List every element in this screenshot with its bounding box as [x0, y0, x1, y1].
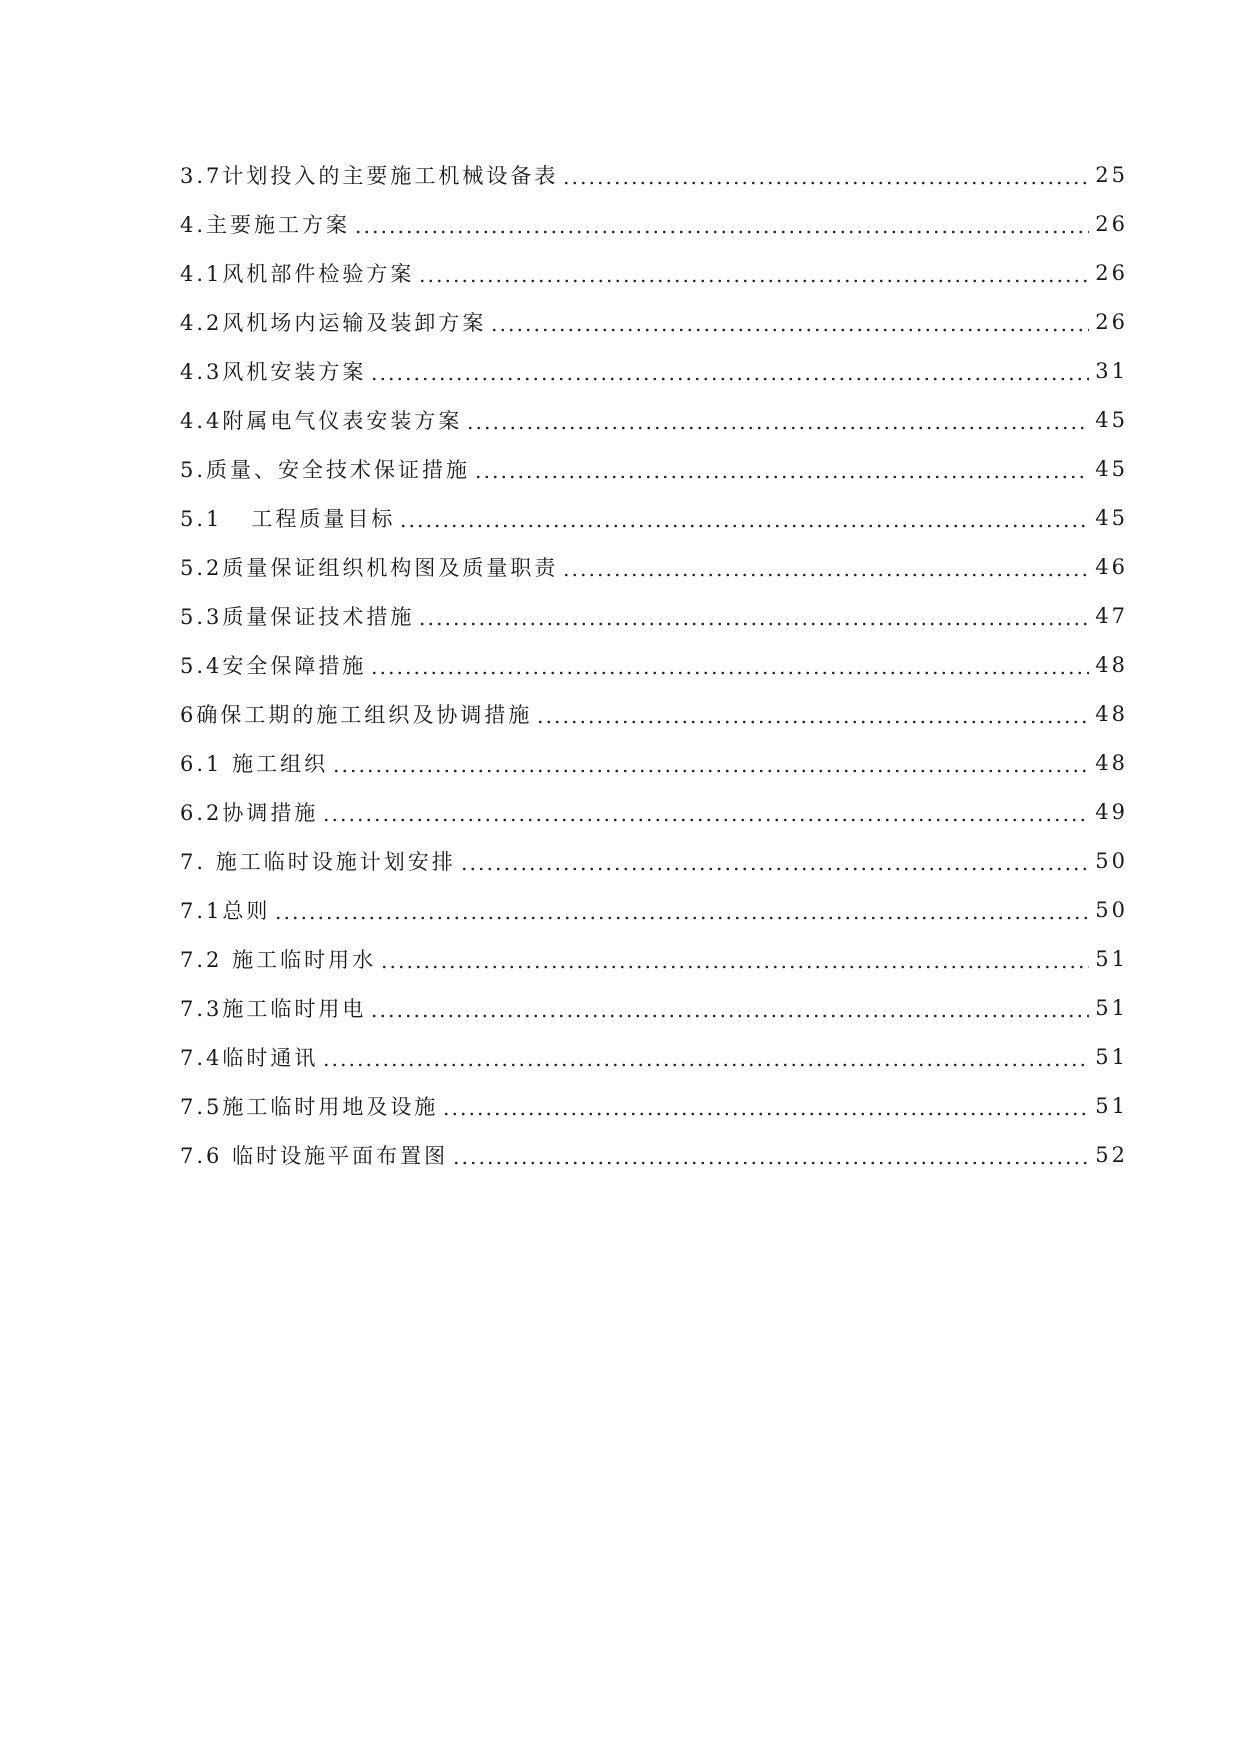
toc-entry — [180, 738, 1128, 787]
toc-entry-page-number: 45 — [1095, 456, 1128, 481]
toc-entry-title: 4.4附属电气仪表安装方案 — [180, 408, 463, 433]
toc-entry — [180, 787, 1128, 836]
toc-entry-page-number: 46 — [1095, 554, 1128, 579]
toc-entry-title: 5.质量、安全技术保证措施 — [180, 457, 471, 482]
toc-entry-title: 5.1 工程质量目标 — [180, 506, 396, 531]
toc-entry-page-number: 48 — [1095, 750, 1128, 775]
dot-leader — [490, 311, 1089, 333]
dot-leader — [370, 654, 1089, 676]
toc-entry-title: 4.主要施工方案 — [180, 212, 351, 237]
dot-leader — [332, 752, 1089, 774]
toc-entry-title: 4.1风机部件检验方案 — [180, 261, 415, 286]
table-of-contents — [180, 150, 1128, 1179]
dot-leader — [274, 899, 1089, 921]
toc-entry-page-number: 26 — [1095, 260, 1128, 285]
toc-entry-title: 3.7计划投入的主要施工机械设备表 — [180, 163, 559, 188]
toc-entry-title: 5.3质量保证技术措施 — [180, 604, 415, 629]
toc-entry — [180, 640, 1128, 689]
toc-entry-title: 6.2协调措施 — [180, 800, 319, 825]
dot-leader — [536, 703, 1089, 725]
dot-leader — [322, 1046, 1089, 1068]
toc-entry-page-number: 31 — [1095, 358, 1128, 383]
toc-entry-page-number: 47 — [1095, 603, 1128, 628]
toc-entry-title: 4.2风机场内运输及装卸方案 — [180, 310, 487, 335]
toc-entry-page-number: 48 — [1095, 652, 1128, 677]
toc-entry-page-number: 51 — [1095, 1093, 1128, 1118]
toc-entry-title: 7.6 临时设施平面布置图 — [180, 1143, 449, 1168]
toc-entry — [180, 248, 1128, 297]
toc-entry-page-number: 26 — [1095, 309, 1128, 334]
dot-leader — [460, 850, 1090, 872]
toc-entry — [180, 836, 1128, 885]
dot-leader — [399, 507, 1089, 529]
dot-leader — [562, 556, 1089, 578]
toc-entry — [180, 1130, 1128, 1179]
toc-entry — [180, 1032, 1128, 1081]
toc-entry-title: 7.2 施工临时用水 — [180, 947, 377, 972]
toc-entry-title: 7.4临时通讯 — [180, 1045, 319, 1070]
dot-leader — [474, 458, 1089, 480]
dot-leader — [452, 1144, 1089, 1166]
toc-entry-title: 7.3施工临时用电 — [180, 996, 367, 1021]
toc-entry — [180, 934, 1128, 983]
dot-leader — [370, 360, 1089, 382]
toc-entry-page-number: 49 — [1095, 799, 1128, 824]
toc-entry — [180, 689, 1128, 738]
dot-leader — [562, 164, 1089, 186]
toc-entry — [180, 591, 1128, 640]
dot-leader — [370, 997, 1089, 1019]
toc-entry — [180, 983, 1128, 1032]
toc-entry — [180, 150, 1128, 199]
toc-entry-page-number: 45 — [1095, 407, 1128, 432]
toc-entry-page-number: 51 — [1095, 1044, 1128, 1069]
dot-leader — [322, 801, 1089, 823]
toc-entry-title: 7. 施工临时设施计划安排 — [180, 849, 456, 874]
toc-entry-title: 5.2质量保证组织机构图及质量职责 — [180, 555, 559, 580]
toc-entry — [180, 297, 1128, 346]
toc-entry-title: 7.5施工临时用地及设施 — [180, 1094, 439, 1119]
toc-entry-page-number: 50 — [1095, 848, 1128, 873]
toc-entry — [180, 885, 1128, 934]
toc-entry-page-number: 51 — [1095, 995, 1128, 1020]
toc-entry — [180, 395, 1128, 444]
toc-entry — [180, 542, 1128, 591]
dot-leader — [380, 948, 1089, 970]
toc-entry-page-number: 51 — [1095, 946, 1128, 971]
toc-entry — [180, 199, 1128, 248]
toc-entry-page-number: 26 — [1095, 211, 1128, 236]
dot-leader — [418, 262, 1089, 284]
dot-leader — [418, 605, 1089, 627]
toc-entry — [180, 493, 1128, 542]
toc-entry — [180, 1081, 1128, 1130]
toc-entry-page-number: 48 — [1095, 701, 1128, 726]
dot-leader — [442, 1095, 1089, 1117]
dot-leader — [466, 409, 1089, 431]
dot-leader — [354, 213, 1089, 235]
toc-entry-page-number: 25 — [1095, 162, 1128, 187]
toc-entry-title: 6确保工期的施工组织及协调措施 — [180, 702, 533, 727]
toc-entry — [180, 444, 1128, 493]
toc-entry-page-number: 52 — [1095, 1142, 1128, 1167]
toc-entry-title: 6.1 施工组织 — [180, 751, 329, 776]
toc-entry-page-number: 50 — [1095, 897, 1128, 922]
toc-entry-page-number: 45 — [1095, 505, 1128, 530]
toc-entry — [180, 346, 1128, 395]
toc-entry-title: 4.3风机安装方案 — [180, 359, 367, 384]
toc-entry-title: 7.1总则 — [180, 898, 271, 923]
toc-entry-title: 5.4安全保障措施 — [180, 653, 367, 678]
